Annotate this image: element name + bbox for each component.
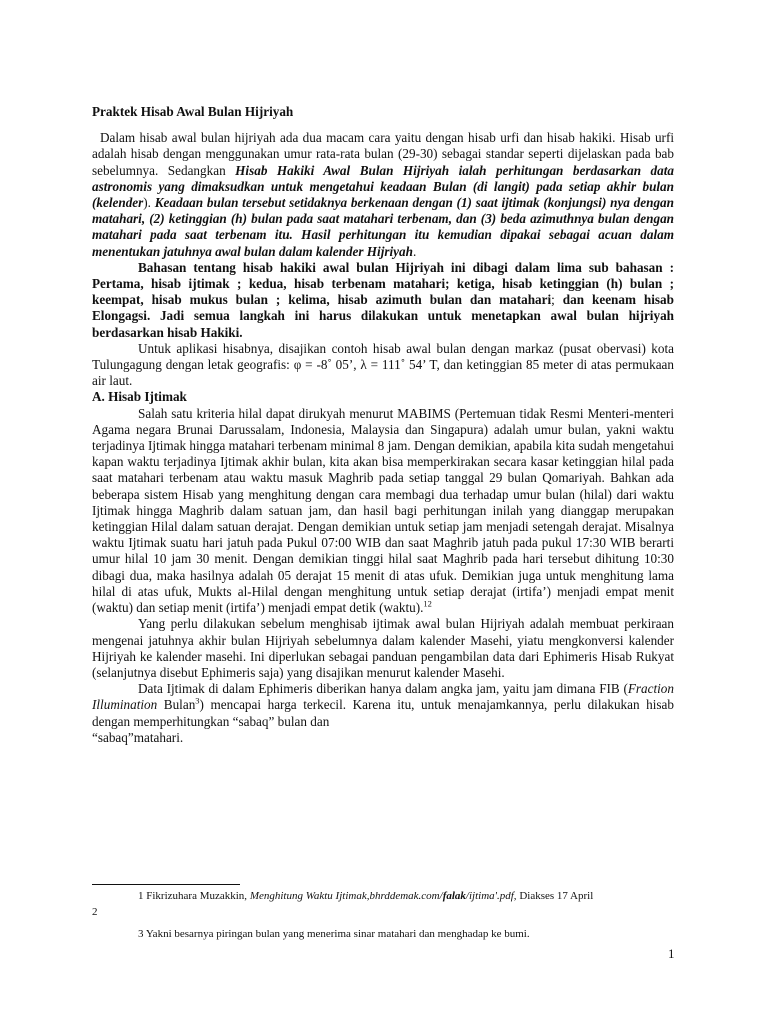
- footnote-1-link-end[interactable]: /ijtima'.pdf,: [465, 890, 517, 902]
- paragraph-intro: [92, 130, 674, 260]
- subtopics-end: dan keenam hisab Elongagsi. Jadi semua langkah ini harus dilakukan untuk menetapkan awal bulan hijriyah berdasarkan hisab Hakiki.: [92, 292, 674, 340]
- subtopics-semicolon: ;: [551, 292, 563, 308]
- paragraph-mabims: [92, 406, 674, 617]
- footnotes: [92, 884, 682, 941]
- page-number: 1: [668, 946, 675, 961]
- paragraph-application: Untuk aplikasi hisabnya, disajikan contoh hisab awal bulan dengan markaz (pusat obervasi) kota Tulungagung dengan letak geografis: φ = -8˚ 05’, λ = 111˚ 54’ T, dan ketinggian 85 meter di atas permukaan air laut.: [92, 340, 674, 389]
- mabims-text: Salah satu kriteria hilal dapat dirukyah menurut MABIMS (Pertemuan tidak Resmi Menteri-menteri Agama negara Brunai Darussalam, Indonesia, Malaysia dan Singapura) adalah umur bulan, yakni waktu terjadinya Ijtimak hingga matahari terbenam minimal 8 jam. Dengan demikian, apabila kita sudah mengetahui kapan waktu terjadinya Ijtimak akhir bulan, kita akan bisa memperkirakan secara kasar ketinggian hilal pada saat matahari terbenam atau waktu masuk Maghrib pada setiap tanggal 29 bulan Qomariyah. Bahkan ada beberapa sistem Hisab yang menghitung dengan cara membagi dua terhadap umur bulan (hilal) dari waktu Ijtimak hingga Maghrib dalam satuan jam, dan hasil bagi perhitungan inilah yang dianggap merupakan ketinggian Hilal dalam satuan derajat. Dengan demikian untuk setiap jam menjadi setengah derajat. Misalnya waktu Ijtimak suatu hari jatuh pada Pukul 07:00 WIB dan saat Maghrib jatuh pada pukul 17:30 WIB berarti umur hilal 10 jam 30 menit. Dengan demikian tinggi hilal saat Maghrib pada hari tersebut dihitung 10:30 dibagi dua, maka hasilnya adalah 05 derajat 15 menit di atas ufuk. Demikian juga untuk menghitung lama hilal di atas ufuk, Mukts al-Hilal dengan menghitung untuk setiap derajat (irtifa’) menjadi empat menit (waktu) dan setiap menit (irtifa’) menjadi empat detik (waktu).: [92, 405, 674, 616]
- footnote-ref-3: 3: [195, 695, 200, 706]
- intro-punct: ).: [143, 195, 155, 211]
- footnote-ref-12: 12: [423, 598, 432, 609]
- intro-end: .: [412, 243, 417, 259]
- paragraph-ephimeris-tail: “sabaq”matahari.: [92, 729, 184, 745]
- ephimeris-fib-term: Fraction Illumination: [92, 681, 674, 713]
- intro-definition: Hisab Hakiki Awal Bulan Hijriyah ialah perhitungan berdasarkan data astronomis yang dimaksudkan untuk mengetahui keadaan Bulan (di langit) pada setiap akhir bulan (kelender: [92, 162, 674, 211]
- footnote-1-author: 1 Fikrizuhara Muzakkin,: [138, 890, 250, 902]
- footnote-1-link[interactable]: Menghitung Waktu Ijtimak,bhrddemak.com/: [249, 890, 443, 902]
- footnote-1-continuation: 2: [92, 906, 98, 918]
- footnote-3: 3 Yakni besarnya piringan bulan yang menerima sinar matahari dan menghadap ke bumi.: [138, 928, 530, 940]
- subtopics-text: Bahasan tentang hisab hakiki awal bulan Hijriyah ini dibagi dalam lima sub bahasan : Pertama, hisab ijtimak ; kedua, hisab terbenam matahari; ketiga, hisab ketinggian (h) bulan ; keempat, hisab mukus bulan ; kelima, hisab azimuth bulan dan matahari: [92, 259, 674, 308]
- intro-criteria: Keadaan bulan tersebut setidaknya berkenaan dengan (1) saat ijtimak (konjungsi) nya dengan matahari, (2) ketinggian (h) bulan pada saat matahari terbenam, dan (3) beda azimuthnya bulan dengan matahari pada saat terbenam itu. Hasil perhitungan itu kemudian dipakai sebagai acuan dalam menentukan jatuhnya awal bulan dalam kalender Hijriyah: [92, 195, 674, 259]
- paragraph-ephimeris: [92, 681, 674, 730]
- footnote-1-accessed: Diakses 17 April: [516, 890, 594, 902]
- main-content: [92, 104, 674, 746]
- section-heading-a: A. Hisab Ijtimak: [92, 389, 187, 405]
- ephimeris-text: Data Ijtimak di dalam Ephimeris diberikan hanya dalam angka jam, yaitu jam dimana FIB (: [138, 681, 628, 697]
- paragraph-subtopics: [92, 260, 674, 341]
- footnote-divider: [92, 884, 240, 885]
- ephimeris-rest: ) mencapai harga terkecil. Karena itu, untuk menajamkannya, perlu dilakukan hisab dengan memperhitungkan “sabaq” bulan dan: [92, 697, 674, 729]
- ephimeris-bulan: Bulan: [157, 697, 196, 713]
- footnote-1: [92, 889, 682, 919]
- paragraph-conversion: Yang perlu dilakukan sebelum menghisab ijtimak awal bulan Hijriyah adalah membuat perkiraan mengenai jatuhnya akhir bulan Hijriyah sebelumnya dalam kalender Masehi, yiatu mengkonversi kalender Hijriyah ke kalender masehi. Ini diperlukan sebagai panduan pengambilan data dari Ephimeris Hisab Rukyat (selanjutnya disebut Ephimeris saja) yang disajikan menurut kalender Masehi.: [92, 616, 674, 680]
- page-title: Praktek Hisab Awal Bulan Hijriyah: [92, 104, 294, 119]
- intro-text: Dalam hisab awal bulan hijriyah ada dua macam cara yaitu dengan hisab urfi dan hisab hakiki. Hisab urfi adalah hisab dengan menggunakan umur rata-rata bulan (29-30) sebagai standar seperti dijelaskan pada bab sebelumnya. Sedangkan: [92, 130, 674, 178]
- footnote-1-link-bold[interactable]: falak: [442, 890, 466, 902]
